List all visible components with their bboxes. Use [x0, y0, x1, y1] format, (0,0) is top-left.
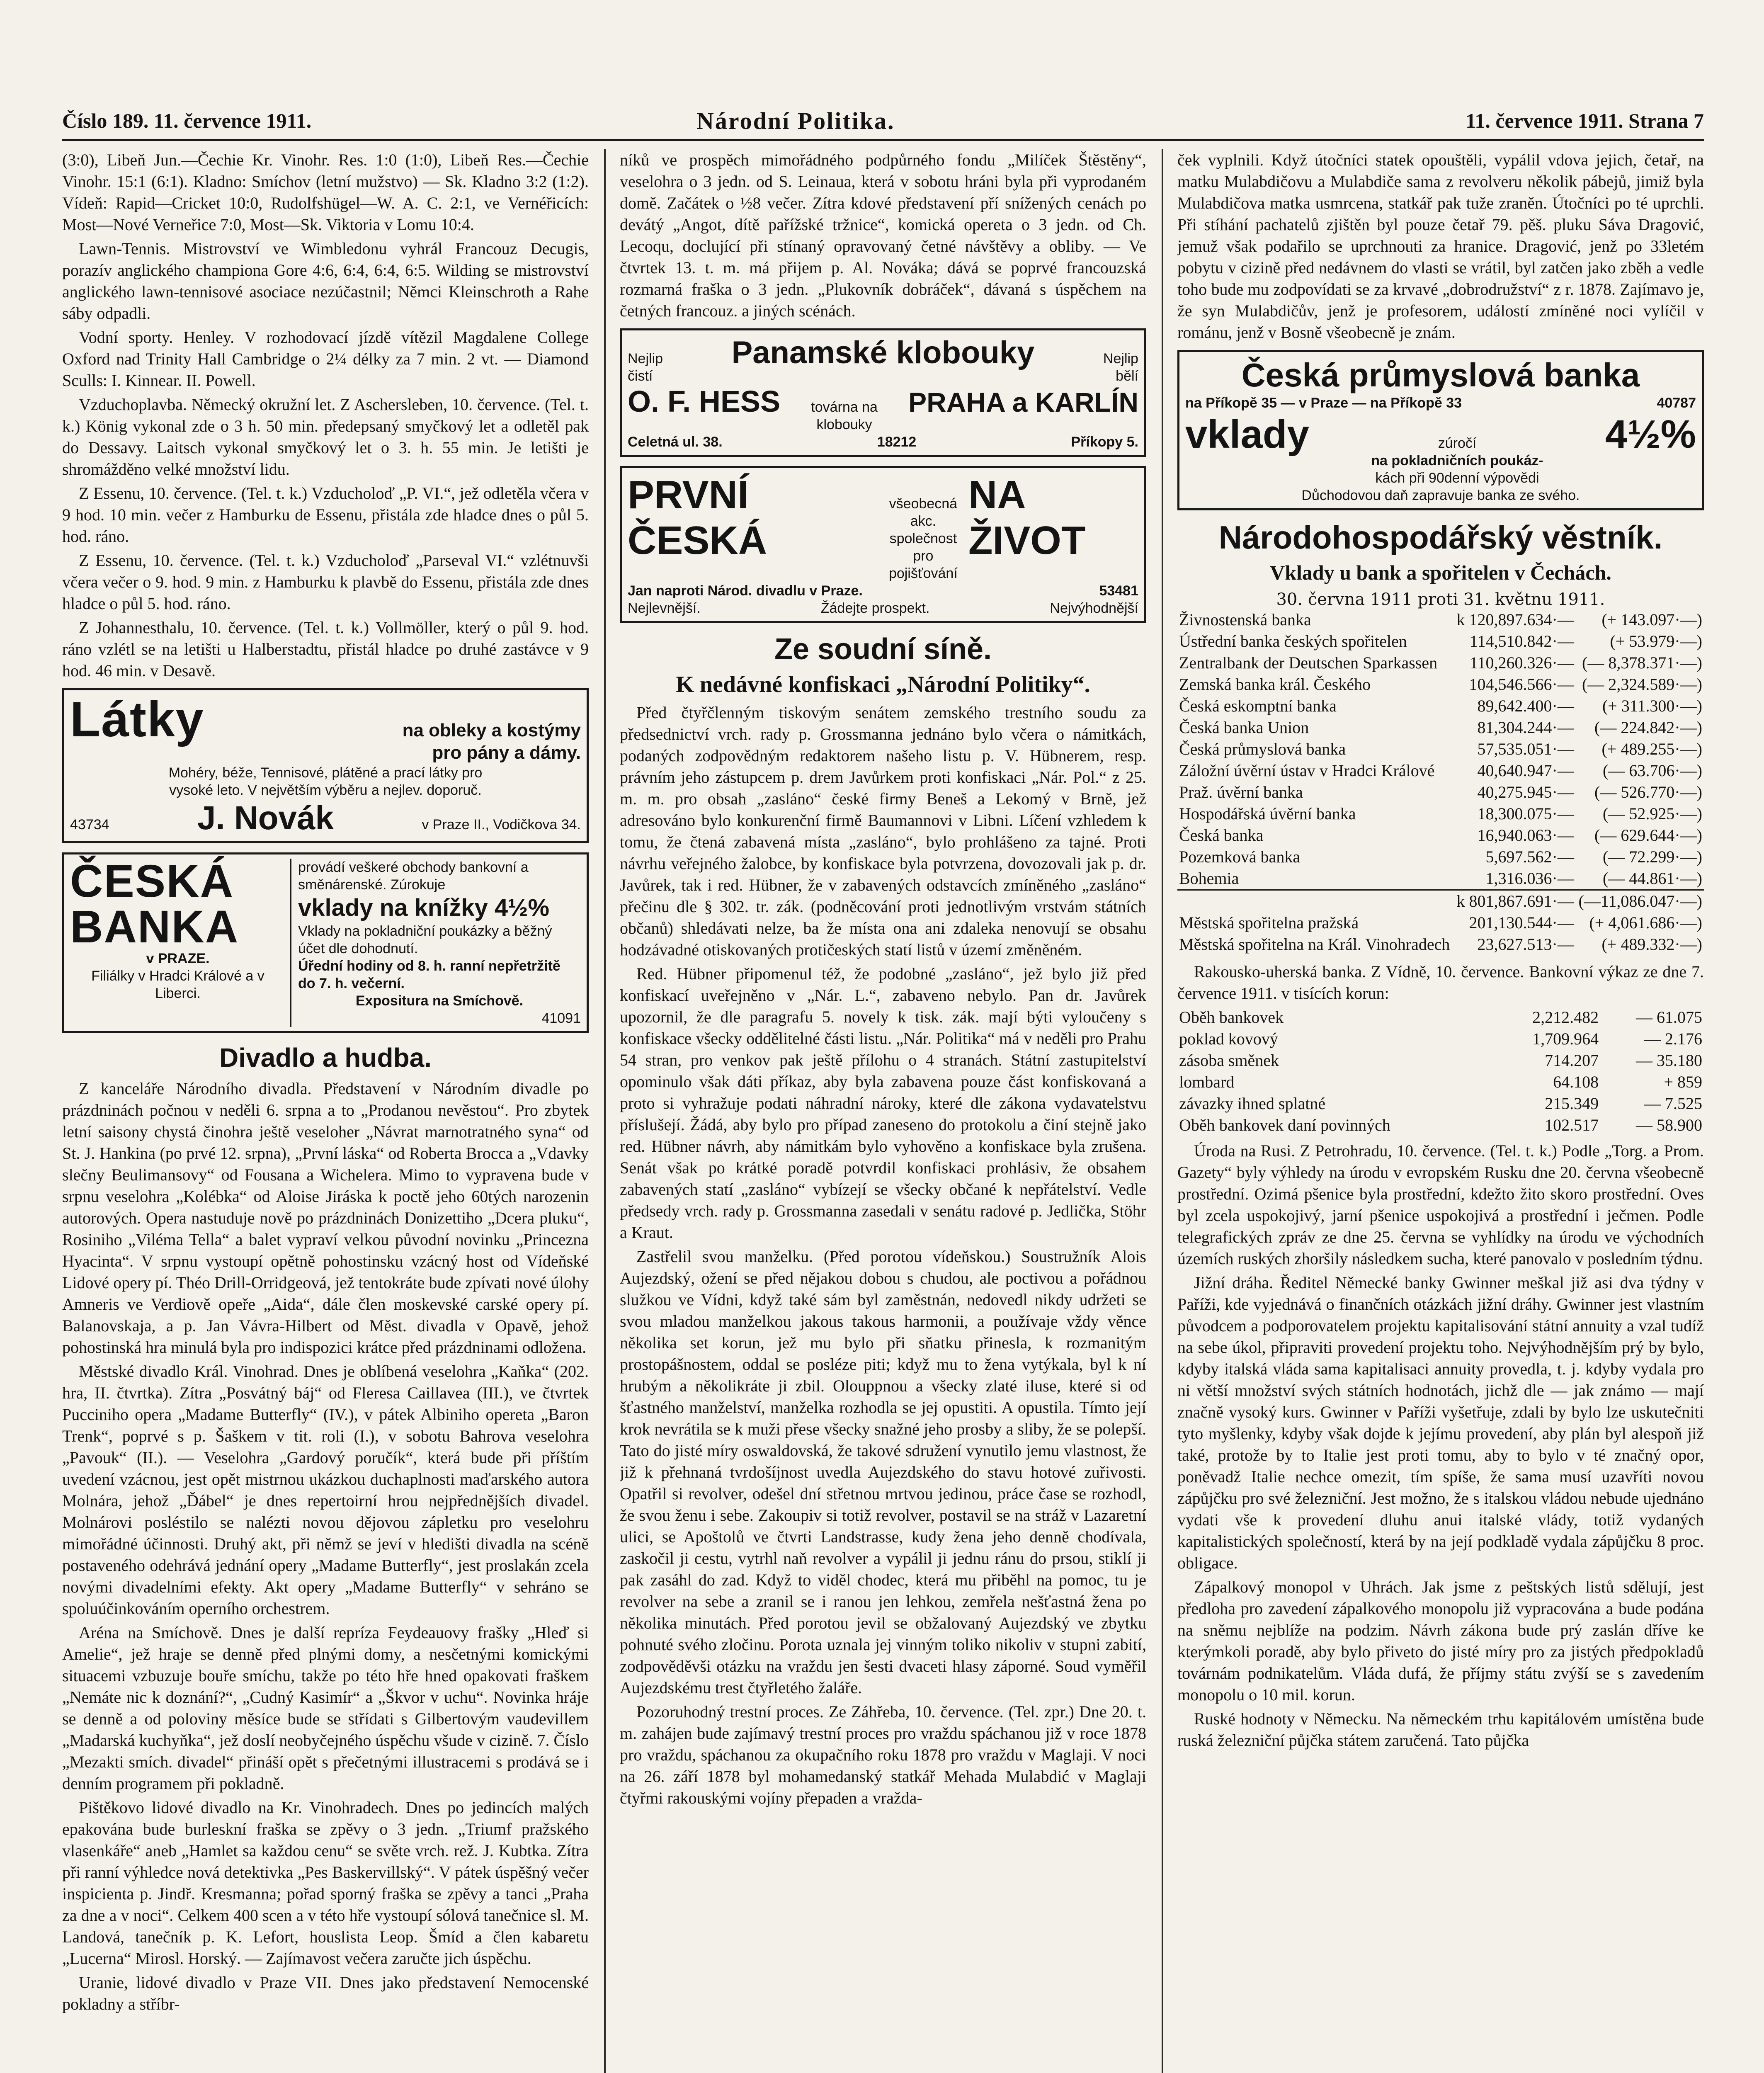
ad-headline: Látky — [70, 692, 204, 747]
ad-text: společnost — [889, 531, 957, 546]
ad-text: pojišťování — [888, 566, 958, 581]
ad-city: PRAHA a KARLÍN — [908, 387, 1138, 418]
table-cell-label: Pozemková banka — [1179, 847, 1301, 866]
ad-text: Mohéry, béže, Tennisové, plátěné a prací látky pro — [168, 765, 483, 781]
table-cell-value: (+ 489.332·—) — [1601, 935, 1702, 954]
table-cell-label: Zentralbank der Deutschen Sparkassen — [1179, 653, 1438, 672]
ad-city: v PRAZE. — [146, 951, 210, 966]
table-cell-value: (— 44.861·—) — [1603, 869, 1702, 888]
table-cell-value: (— 52.925·—) — [1603, 804, 1702, 823]
ad-branches: Filiálky v Hradci Králové a v Liberci. — [91, 968, 264, 1001]
table-row — [1177, 1007, 1704, 1028]
article-court: Red. Hübner připomenul též, že podobné „zasláno“, jež bylo již před konfiskací uveřejněno v „Nár. L.“, zabaveno nebylo. Pan dr. Javůrek upozornil, že dle paragrafu 5. novely k tisk. zák. mají býti vyloučeny s konfiskace všecky oddělitelné části listu. „Nár. Politika“ má v neděli pro Prahu 54 stran, pro venkov pak ještě přílohu o 4 stranách. Státní zastupitelství opominulo však dáti příkaz, aby byla zabavena pouze část konfiskovaná a proto si vyhražuje podati náhradní nároky, které dle zákona vydavatelstvu příslušejí. Žádá, aby bylo pro případ zaneseno do protokolu a činí stejně jako red. Hübner návrh, aby námitkám bylo vyhověno a konfiskace byla zrušena. Senát však po krátké poradě potvrdil konfiskaci prohlásiv, že obsahem zabavených statí „zasláno“ vybízejí se všecky občané k nepřátelství. Vedle předsedy vrch. rady p. Grossmanna zasedali v senátu radové p. Jedlička, Stöhr a Kraut. — [620, 964, 1146, 1242]
ad-address: v Praze II., Vodičkova 34. — [422, 817, 581, 833]
table-row — [1177, 1028, 1704, 1050]
table-cell-value: 57,535.051·— — [1477, 740, 1574, 758]
table-cell-value: (— 63.706·—) — [1603, 761, 1702, 780]
table-row — [1177, 674, 1704, 695]
ad-text: zúročí — [1438, 435, 1477, 451]
table-cell-value: (— 2,324.589·—) — [1582, 675, 1702, 694]
ad-code: 18212 — [877, 434, 917, 450]
table-cell-value: (—11,086.047·—) — [1576, 890, 1704, 913]
table-cell-label: Městská spořitelna pražská — [1179, 913, 1359, 932]
table-row — [1177, 825, 1704, 846]
ad-text: vysoké leto. V největším výběru a nejlev. doporuč. — [169, 782, 482, 798]
table-cell-label: zásoba směnek — [1179, 1051, 1279, 1070]
page-header — [62, 104, 1704, 141]
table-cell-value: — 7.525 — [1644, 1094, 1702, 1113]
table-cell-value: 102.517 — [1545, 1116, 1599, 1134]
table-row — [1177, 803, 1704, 825]
article-theatre: Uranie, lidové divadlo v Praze VII. Dnes jako představení Nemocenské pokladny a stříbr- — [62, 1973, 589, 2013]
article-rowing: Vodní sporty. Henley. V rozhodovací jízdě vítězil Magdalene College Oxford nad Trinity Hall Cambridge o 2¼ délky za 7 min. 2 vt. — Diamond Sculls: I. Kinnear. II. Powell. — [62, 328, 589, 390]
table-cell-value: 23,627.513·— — [1477, 935, 1574, 954]
table-cell-value: 5,697.562·— — [1485, 847, 1574, 866]
table-cell-label: Česká banka Union — [1179, 718, 1309, 737]
ad-headline: Česká průmyslová banka — [1241, 357, 1640, 393]
ad-headline: vklady — [1185, 412, 1309, 456]
table-cell-label: Česká průmyslová banka — [1179, 740, 1346, 758]
table-cell-value: 81,304.244·— — [1477, 718, 1574, 737]
article-aviation: Z Johannesthalu, 10. července. (Tel. t. k.) Vollmöller, který o půl 9. hod. ráno vzlétl se na letišti u Halberstadtu, přistál hladce po druhé zastávce v 9 hod. 46 min. v Desavě. — [62, 618, 589, 680]
ad-text: pro — [913, 548, 934, 564]
article-court: Před čtyřčlenným tiskovým senátem zemského trestního soudu za předsednictví vrch. rady p. Grossmanna jednáno bylo včera o námitkách, podaných zodpovědným redaktorem našeho listu p. V. Hübnerem, resp. právním jeho zástupcem p. drem Javůrkem proti konfiskaci „Nár. Pol.“ z 25. m. m. pro obsah „zasláno“ české firmy Beneš a Lekomý v Brně, jež adresováno bylo konkurenční firmě Baumannovi v Libni. Líčení vzhledem k tomu, že čtená zabavená místa „zasláno“, bylo prohlášeno za tajné. Proti návrhu veřejného žalobce, by konfiskace byla potvrzena, dovozovali jak p. dr. Javůrek, tak i red. Hübner, že v zabavených odstavcích zmíněného „zasláno“ přečinu dle § 302. tr. zák. (podněcování proti jednotlivým vrstvám státních občanů) shledávati nelze, ba že místa ona ani zdaleka nenovují se obsahu hodzávadné otiskovaných protičeských statí listů v území změněném. — [620, 703, 1146, 959]
table-row — [1177, 695, 1704, 717]
section-heading: Divadlo a hudba. — [219, 1043, 432, 1073]
table-cell-value: 110,260.326·— — [1470, 653, 1574, 672]
article-theatre: Pištěkovo lidové divadlo na Kr. Vinohradech. Dnes po jedincích malých epakována bude burleskní fraška se zpěvy o 3 jedn. „Triumf pražského vlasenkáře“ aneb „Hamlet sa každou cenu“ se světe vrch. rež. J. Kubtka. Zítra při ranní výhledce nová detektivka „Pes Baskervillský“. V pátek úspěšný večer inspicienta p. Jindř. Kresmanna; pořad sporný fraška se zpěvy a tanci „Praha za dne a v noci“. Celkem 400 scen a v této hře vystoupí sólová tanečnice sl. M. Landová, tanečník p. K. Lefort, houslista Leop. Šmíd a člen kabaretu „Lucerna“ Mirosl. Horský. — Zajímavost večera zaručte jich úspěchu. — [62, 1798, 589, 1968]
table-cell-value: 714.207 — [1545, 1051, 1599, 1070]
ad-headline: Panamské klobouky — [731, 335, 1035, 370]
article-economy: Zápalkový monopol v Uhrách. Jak jsme z peštských listů sdělují, jest předloha pro zavedení zápalkového monopolu již vypracována a bude podána na sněmu nejblíže na podzim. Návrh zákona bude prý zaslán dříve ke kterýmkoli poradě, aby bylo přiveto do jisté míry pro za jistých předpokladů továrnám podnikatelům. Vláda dufá, že příjmy státu zvýší se s zavedením monopolu o 10 mil. korun. — [1177, 1578, 1704, 1704]
table-cell-value: (— 629.644·—) — [1594, 826, 1702, 845]
ad-branch: Expositura na Smíchově. — [355, 993, 524, 1009]
table-cell-label — [1177, 890, 1454, 913]
table-cell-value: 1,316.036·— — [1485, 869, 1574, 888]
table-cell-label: Městská spořitelna na Král. Vinohradech — [1179, 935, 1450, 954]
ad-headline: ČESKÁ — [70, 856, 234, 907]
table-cell-label: Hospodářská úvěrní banka — [1179, 804, 1356, 823]
table-row — [1177, 868, 1704, 890]
ad-text: továrna na — [811, 399, 878, 415]
ad-text: Vklady na pokladniční poukázky a běžný účet dle dohodnutí. — [298, 923, 552, 956]
table-row — [1177, 1071, 1704, 1093]
table-cell-label: závazky ihned splatné — [1179, 1094, 1326, 1113]
table-cell-value: 40,275.945·— — [1477, 783, 1574, 801]
table-cell-label: lombard — [1179, 1073, 1235, 1091]
ad-headline: PRVNÍ ČESKÁ — [628, 473, 767, 563]
table-cell-value: (— 224.842·—) — [1594, 718, 1702, 737]
ad-rate: 4½% — [1605, 412, 1696, 456]
table-cell-value: (— 72.299·—) — [1603, 847, 1702, 866]
table-cell-value: + 859 — [1664, 1073, 1702, 1091]
table-cell-value: (— 526.770·—) — [1594, 783, 1702, 801]
table-cell-label: Česká banka — [1179, 826, 1264, 845]
article-theatre: Z kanceláře Národního divadla. Představení v Národním divadle po prázdninách počnou v neděli 6. srpna a to „Prodanou nevěstou“. Pro zbytek letní saisony chystá činohra ještě veseloher „Návrat marnotratného syna“ od St. J. Hankina (po prvé 12. srpna), „První láska“ od Roberta Brocca a „Vdavky slečny Beulimansovy“ od Fousana a Wichelera. Mimo to vypravena bude v srpnu veselohra „Kolébka“ od Aloise Jiráska k poctě jeho 60tých narozenin autorových. Opera nastuduje nově po prázdninách Donizettiho „Dcera pluku“, Rosiniho „Viléma Tella“ a balet vypraví velkou původní novinku „Princezna Hyacinta“. V srpnu vystoupí opětně pohostinsku vzácný host od Vídeňské Lidové opery pí. Théo Drill-Orridgeová, jež tentokráte bude zpívati nové úlohy Amneris ve Verdiově opeře „Aida“, dále člen moskevské carské opery pí. Balanovskaja, a p. Jan Vávra-Hilbert od Měst. divadla v Opavě, jehož pohostinská hra minulá byla pro indispozici krátce před prázdninami odložena. — [62, 1079, 589, 1357]
table-cell-value: 89,642.400·— — [1477, 697, 1574, 715]
ad-text: kách při 90denní výpovědi — [1375, 470, 1539, 486]
table-row — [1177, 1114, 1704, 1136]
table-cell-value: — 61.075 — [1636, 1008, 1702, 1027]
table-row — [1177, 609, 1704, 631]
column-rule — [604, 149, 606, 2073]
table-total-row — [1177, 890, 1704, 913]
table-cell-value: (+ 4,061.686·—) — [1589, 913, 1702, 932]
ad-text: Nejlevnější. — [628, 600, 701, 616]
article-theatre: Aréna na Smíchově. Dnes je další repríza Feydeauovy frašky „Hleď si Amelie“, jež hraje se denně před plnými domy, a nesčetnými komickými situacemi vzbuzuje bouře smíchu, takže po této hře hned opakovati fraškem „Nemáte nic k doznání?“, „Cudný Kasimír“ a „Škvor v uchu“. Novinka hráje se denně a od poloviny měsíce bude se střídati s Gilbertovým vaudevillem „Madarská kuchyňka“, jež doslí neobyčejného úspěchu všude v cizině. 7. Číslo „Mezakti smích. divadel“ přináší opět s přečetnými illustracemi s prodává se i denním programem při pokladně. — [62, 1623, 589, 1793]
table-cell-value: 64.108 — [1553, 1073, 1599, 1091]
table-cell-value: 215.349 — [1545, 1094, 1599, 1113]
issue-number: Číslo 189. 11. července 1911. — [62, 109, 312, 132]
table-row — [1177, 934, 1704, 955]
bank-report-table — [1177, 1007, 1704, 1136]
ad-text: všeobecná akc. — [889, 496, 958, 529]
table-cell-label: Ústřední banka českých spořitelen — [1179, 632, 1407, 651]
table-cell-label: Česká eskomptní banka — [1179, 697, 1337, 715]
column-left — [62, 149, 589, 2073]
column-rule — [1162, 149, 1163, 2073]
table-period: 30. června 1911 proti 31. květnu 1911. — [1276, 590, 1605, 609]
ad-code: 43734 — [70, 817, 109, 833]
ad-hours: Úřední hodiny od 8. h. ranní nepřetržitě do 7. h. večerní. — [298, 958, 561, 991]
ad-company: J. Novák — [197, 799, 334, 836]
table-cell-value: (+ 143.097·—) — [1601, 610, 1702, 629]
table-cell-value: (+ 53.979·—) — [1610, 632, 1702, 651]
ad-rate: vklady na knížky 4½% — [298, 894, 550, 921]
ad-text: provádí veškeré obchody bankovní a směnárenské. Zúrokuje — [298, 859, 529, 893]
section-heading: Ze soudní síně. — [774, 633, 992, 666]
section-heading: Národohospodářský věstník. — [1218, 519, 1663, 556]
table-cell-label: Živnostenská banka — [1179, 610, 1311, 629]
table-cell-value: 40,640.947·— — [1477, 761, 1574, 780]
table-cell-value: 114,510.842·— — [1470, 632, 1574, 651]
table-cell-value: 104,546.566·— — [1469, 675, 1574, 694]
ad-text: Nejlip bělí — [1103, 351, 1138, 384]
article-court: Pozoruhodný trestní proces. Ze Záhřeba, 10. července. (Tel. zpr.) Dne 20. t. m. zahájen bude zajímavý trestní proces pro vraždu spáchanou již v roce 1878 pro vraždu, spáchanou za okupačního roku 1878 pro vraždu v Maglaji. V noci na 26. září 1878 byl mohamedanský statkář Mehada Mulabdić v Maglaji čtyřmi rakouskými vojíny přepaden a vražda- — [620, 1702, 1146, 1807]
ad-headline: NA ŽIVOT — [968, 473, 1086, 563]
table-row — [1177, 760, 1704, 782]
ad-text: na pokladničních poukáz- — [1371, 453, 1543, 468]
article-theatre: Městské divadlo Král. Vinohrad. Dnes je oblíbená veselohra „Kaňka“ (202. hra, II. čtvrtka). Zítra „Posvátný báj“ od Fleresa Caillavea (III.), ve čtvrtek Pucciniho opera „Madame Butterfly“ (IV.), v pátek Albiniho opereta „Baron Trenk“, poprvé s p. Šaškem v tit. roli (I.), v sobotu Bahrova veselohra „Pavouk“ (II.). — Veselohra „Gardový poručík“, která bude při příštím uvedení vzácnou, jest opět mistrnou ukázkou duchaplnosti maďarského autora Molnára, jehož „Ďábel“ je dnes repertoirní hrou nejpřednějších divadel. Molnárovi posléstilo se nalézti novou dějovou zápletku pro veselohru mimořádné účinnosti. Druhý akt, při němž se jeví v hledišti divadla na scéně postaveného odehrává jednání opery „Madame Butterfly“, jest proslakán zcela novými divadelními efekty. Akt opery „Madame Butterfly“ v sehráno se spoluúčinkováním operního orchestrem. — [62, 1362, 589, 1618]
ad-latky — [62, 688, 589, 843]
table-cell-label: Oběh bankovek daní povinných — [1179, 1116, 1390, 1134]
table-cell-label: poklad kovový — [1179, 1029, 1278, 1048]
table-cell-label: Záložní úvěrní ústav v Hradci Králové — [1179, 761, 1435, 780]
table-cell-value: (+ 311.300·—) — [1602, 697, 1702, 715]
table-row — [1177, 1093, 1704, 1114]
table-cell-value: (+ 489.255·—) — [1601, 740, 1702, 758]
table-cell-value: k 120,897.634·— — [1456, 610, 1574, 629]
article-bank-report: Rakousko-uherská banka. Z Vídně, 10. července. Bankovní výkaz ze dne 7. července 1911. v tisících korun: — [1177, 962, 1704, 1003]
table-row — [1177, 912, 1704, 934]
deposits-table — [1177, 609, 1704, 955]
article-economy: Úroda na Rusi. Z Petrohradu, 10. července. (Tel. t. k.) Podle „Torg. a Prom. Gazety“ byly výhledy na úrodu v evropském Rusku dne 20. června všeobecně prostřední. Ozimá pšenice byla prostřední, kdežto žito skoro prostřední. Oves byl zcela uspokojivý, jarní pšenice uspokojivá a prostřední i ječmen. Podle telegrafických zpráv ze dne 25. června se vyhlídky na úrodu ve východních územích ruských zhoršily následkem sucha, které panovalo v posledním týdnu. — [1177, 1141, 1704, 1268]
table-cell-value: 18,300.075·— — [1477, 804, 1574, 823]
column-middle — [620, 149, 1146, 2073]
ad-text: klobouky — [816, 417, 872, 432]
article-headline: Vklady u bank a spořitelen v Čechách. — [1270, 561, 1611, 584]
table-cell-label: Zemská banka král. Českého — [1179, 675, 1371, 694]
table-cell-value: — 58.900 — [1636, 1116, 1702, 1134]
article-economy: Jižní dráha. Ředitel Německé banky Gwinner meškal již asi dva týdny v Paříži, kde vyjednává o finančních otázkách jižní dráhy. Gwinner jest vlastním původcem a podporovatelem projektu kapitalisování státní annuity a vzal tudíž na sebe úkol, připraviti provedení projektu toho. Nejvýhodnějším prý by bylo, kdyby italská vláda sama kapitalisaci annuity provedla, t. j. kdyby vydala pro ni větší množství svých státních hodnotách, jichž dle — jak známo — mají značně vysoký kurs. Gwinner v Paříži vyšetřuje, zdali by bylo lze uskutečniti tyto myšlenky, kdyby však dojde k jejímu provedení, aby plán byl alespoň již také, protože by to Italie jest proti tomu, aby to bylo v té značný opor, poněvadž Italie nechce omezit, tím spíše, že sama musí uzavříti novou zápůjčku pro své železniční. Jest možno, že s italskou vládou nebude ujednáno vydati vše k provedení dluhu anui italské vlády, totiž vydaných kapitalistických společností, která by na její podkladě vydala zápůjčku 8 proc. obligace. — [1177, 1273, 1704, 1572]
table-row — [1177, 738, 1704, 760]
ad-address: Jan naproti Národ. divadlu v Praze. — [628, 583, 863, 599]
table-cell-value: — 2.176 — [1644, 1029, 1702, 1048]
ad-code: 53481 — [1099, 583, 1138, 599]
article-aviation: Z Essenu, 10. července. (Tel. t. k.) Vzducholoď „Parseval VI.“ vzlétnuvši včera večer o 9. hod. 9 min. z Hamburku k plavbě do Essenu, přistála zde dnes hladce o půl 5. hod. ráno. — [62, 551, 589, 613]
table-row — [1177, 652, 1704, 674]
table-cell-value: (— 8,378.371·—) — [1582, 653, 1702, 672]
table-row — [1177, 1050, 1704, 1071]
table-cell-value: — 35.180 — [1636, 1051, 1702, 1070]
sport-results: (3:0), Libeň Jun.—Čechie Kr. Vinohr. Res. 1:0 (1:0), Libeň Res.—Čechie Vinohr. 15:1 (6:1). Kladno: Smíchov (letní mužstvo) — Sk. Kladno 3:2 (1:2). Vídeň: Rapid—Cricket 10:0, Rudolfshügel—W. A. C. 2:1, ve Vernéřicích: Most—Nové Verneřice 7:0, Most—Sk. Viktoria v Lomu 10:4. — [62, 150, 589, 234]
article-court-cont: ček vyplnili. Když útočníci statek opouštěli, vypálil vdova jejich, četař, na matku Mulabdičovu a Mulabdiče sama z revolveru několik pábejů, jimiž byla Mulabdičova matka usmrcena, statkář pak tuže zraněn. Útočníci po té uprchli. Při stíhání pachatelů zjištěn byl pouze četař 79. pěš. pluku Sáva Dragović, jemuž však podařilo se uprchnouti za hranice. Dragović, jenž po 33letém pobytu v cizině před nedávnem do vlasti se vrátil, byl zatčen jako zběh a vedle toho bude mu zodpovídati se za krvavé „dobrodružství“ z r. 1878. Zajímavo je, že syn Mulabdičův, jenž je profesorem, událostí zmíněné noci vylíčil v románu, jenž v Bosně všeobecně je znám. — [1177, 150, 1704, 342]
article-tennis: Lawn-Tennis. Mistrovství ve Wimbledonu vyhrál Francouz Decugis, porazív anglického championa Gore 4:6, 6:4, 6:4, 6:5. Wilding se mistrovství anglického lawn-tennisové asociace nezúčastnil; Němci Kleinschroth a Rahe sáby odpadli. — [62, 239, 589, 323]
table-cell-value: 2,212.482 — [1532, 1008, 1599, 1027]
ad-text: Nejvýhodnější — [1050, 600, 1138, 616]
ad-text: Žádejte prospekt. — [820, 600, 930, 616]
ad-address: na Příkopě 35 — v Praze — na Příkopě 33 — [1185, 395, 1462, 411]
table-cell-value: 16,940.063·— — [1477, 826, 1574, 845]
article-economy: Ruské hodnoty v Německu. Na německém trhu kapitálovém umístěna bude ruská železniční půjčka státem zaručená. Tato půjčka — [1177, 1709, 1704, 1750]
newspaper-page — [62, 104, 1704, 2073]
table-row — [1177, 717, 1704, 738]
table-row — [1177, 846, 1704, 868]
table-cell-label: Oběh bankovek — [1179, 1008, 1284, 1027]
article-aviation: Vzduchoplavba. Německý okružní let. Z Aschersleben, 10. července. (Tel. t. k.) König vykonal zde o 3 h. 50 min. předepsaný smyčkový let a odletěl pak do Dessavy. Laitsch vykonal smyčkový let o 3. h. 55 min. Je letišti je shromážděno velké množství lidu. — [62, 395, 589, 478]
column-right — [1177, 149, 1704, 2073]
ad-prumyslova-banka — [1177, 350, 1704, 510]
ad-text: Důchodovou daň zapravuje banka ze svého. — [1301, 488, 1580, 503]
table-row — [1177, 782, 1704, 803]
article-theatre-cont: níků ve prospěch mimořádného podpůrného fondu „Milíček Štěstěny“, veselohra o 3 jedn. od S. Leinaua, která v sobotu hráni byla při vyprodaném domě. Začátek o ½8 večer. Zítra kdové představení pří snížených cenách po devátý „Angot, dítě pařížské tržnice“, komická opereta o 3 jedn. od Ch. Lecoqu, doclující při stínaný opravovaný četné návštěvy a obliby. — Ve čtvrtek 13. t. m. má přijem p. Al. Nováka; dává se poprvé francouzská rozmarná fraška o 3 jedn. „Plukovník dobráček“, dávaná s úspěchem na četných francouz. a jiných scénách. — [620, 150, 1146, 320]
ad-ceska-banka — [62, 852, 589, 1033]
ad-headline: BANKA — [70, 901, 239, 952]
table-cell-value: 201,130.544·— — [1469, 913, 1574, 932]
article-aviation: Z Essenu, 10. července. (Tel. t. k.) Vzducholoď „P. VI.“, jež odletěla včera v 9 hod. 10 min. večer z Hamburku de Essenu, přistála zde hladce dnes o půl 5. hod. ráno. — [62, 484, 589, 546]
ad-code: 41091 — [541, 1010, 581, 1026]
ad-prvni-ceska — [620, 466, 1146, 623]
article-headline: K nedávné konfiskaci „Národní Politiky“. — [676, 672, 1090, 697]
article-court: Zastřelil svou manželku. (Před porotou vídeňskou.) Soustružník Alois Aujezdský, ožení se před nějakou dobou s chudou, ale poctivou a pořádnou služkou ve Vídni, když také sám byl zaměstnán, nedovedl nikdy udržeti se svou mladou manželkou jakous takous harmonii, a používaje vždy věnce několika set korun, jež mu bylo při sňatku přineslа, k rozmanitým prostopášnostem, oddal se posléze piti; když mu to žena vytýkala, byl k ní hrubým a několikráte ji zbil. Olouppnou a všecky zlaté iluse, které si od šťastného manželství, manželka rozhodla se jej opustiti. A opustila. Tímto její krok nevrátila se k muži přese všecky snažné jeho prosby a sliby, že se polepší. Tato do jisté míry oswaldovská, že takové sdružení vynutilo jemu vlastnost, že již k přehnaná tvrdošíjnost uvedla Aujezdského do stavu hotové zuřivosti. Opatřil si revolver, odešel dní střetnou mrtvou jedinou, práce čase se rozhodl, že svou ženu i sebe. Zakoupiv si totiž revolver, postavil se na stráž v Lazaretní ulici, se Apoštolů ve čtvrti Landstrasse, kudy žena jeho denně chodívala, zaskočil ji cestu, vytrhl naň revolver a vypálil ji jednu ránu do prsou, stiklí ji pak zasáhl do zad. Když to viděl chodec, která mu přiběhl na pomoc, tu je revolver na sebe a zranil se i ranou jen lehkou, zemřela nešťastná žena po několika minutách. Před porotou jevil se obžalovaný Aujezdský ve zbytku pohnuté svého zločinu. Porota uznala jej vinným toliko nikoliv v stupni zabití, zodpověděvši otázku na vraždu jen šesti dvaceti hlasy záporné. Soud vyměřil Aujezdskému trest čtyřletého žaláře. — [620, 1247, 1146, 1697]
table-row — [1177, 631, 1704, 652]
ad-address: Celetná ul. 38. — [628, 434, 723, 450]
table-cell-label: Praž. úvěrní banka — [1179, 783, 1303, 801]
table-cell-value: 1,709.964 — [1532, 1029, 1599, 1048]
ad-tagline: pro pány a dámy. — [432, 743, 581, 763]
masthead-title: Národní Politika. — [696, 107, 895, 134]
ad-hess — [620, 328, 1146, 457]
page-date: 11. července 1911. Strana 7 — [1466, 109, 1704, 132]
ad-code: 40787 — [1657, 395, 1696, 411]
table-cell-label: Bohemia — [1179, 869, 1239, 888]
ad-tagline: na obleky a kostýmy — [402, 720, 581, 740]
ad-company: O. F. HESS — [628, 385, 781, 418]
table-cell-value: k 801,867.691·— — [1454, 890, 1576, 913]
ad-text: Nejlip čistí — [628, 351, 663, 384]
ad-address: Příkopy 5. — [1071, 434, 1138, 450]
